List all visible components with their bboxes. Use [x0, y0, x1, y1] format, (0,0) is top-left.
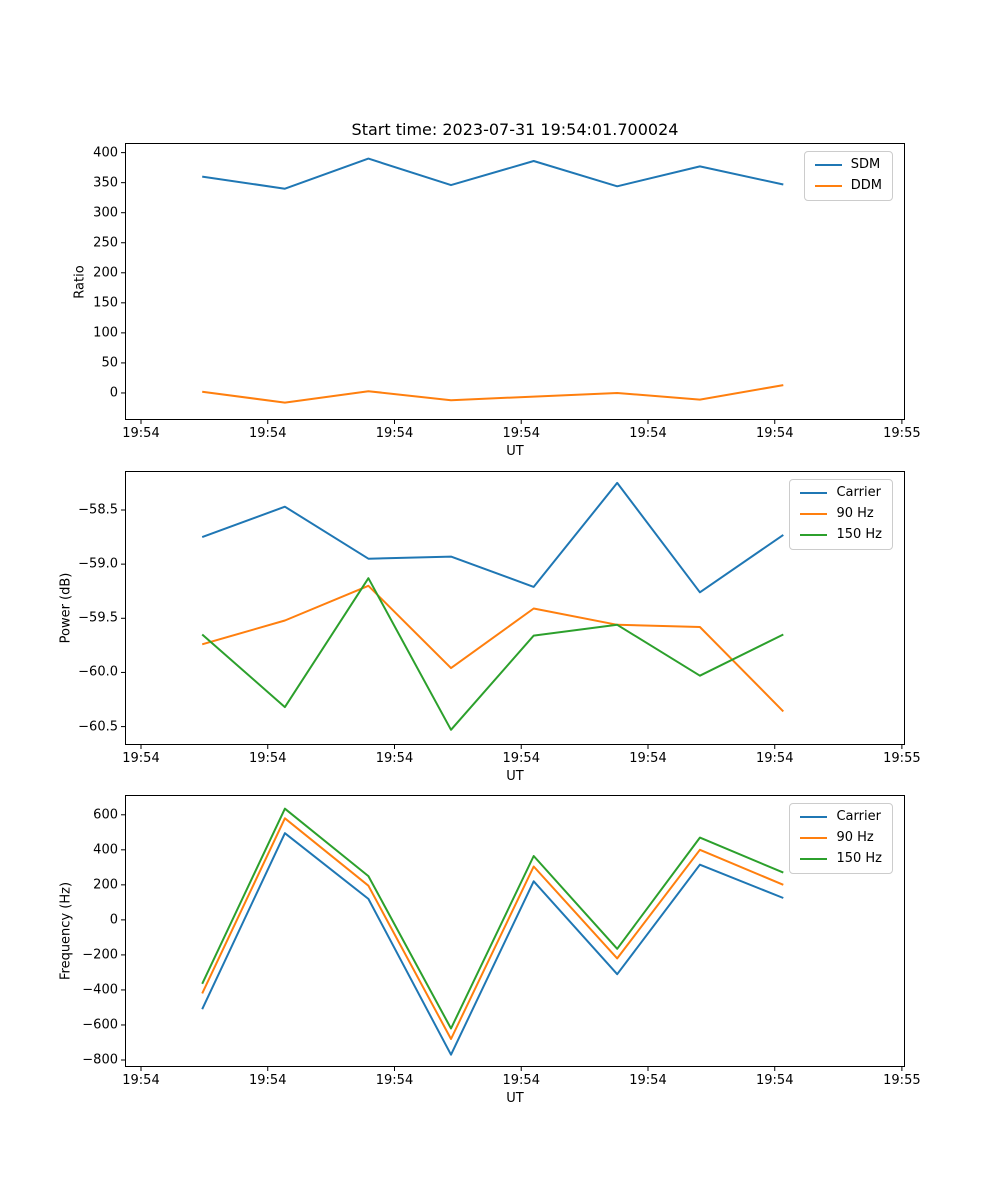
plot-area-power-db — [125, 471, 905, 745]
x-tick-label: 19:55 — [883, 426, 921, 441]
legend-item-90-hz — [800, 507, 882, 522]
y-axis-label: Power (dB) — [58, 572, 74, 644]
plot-area-frequency-hz — [125, 795, 905, 1067]
legend-line-sample-150-hz — [800, 534, 827, 536]
x-tick-label: 19:54 — [756, 751, 794, 766]
legend-line-sample-90-hz — [800, 837, 827, 839]
x-tick-label: 19:54 — [249, 751, 287, 766]
x-tick-label: 19:54 — [122, 426, 160, 441]
y-tick-label: −60.5 — [78, 719, 118, 735]
series-line-sdm — [202, 159, 783, 189]
y-tick-label: 200 — [93, 877, 118, 893]
x-tick-label: 19:54 — [249, 426, 287, 441]
legend-label-carrier: Carrier — [836, 809, 881, 824]
x-tick-label: 19:54 — [375, 751, 414, 766]
series-line-carrier — [202, 483, 783, 592]
axes-frame — [126, 144, 905, 420]
legend-item-carrier — [800, 486, 882, 501]
x-tick-label: 19:55 — [883, 751, 921, 766]
figure-title: Start time: 2023-07-31 19:54:01.700024 — [351, 120, 679, 139]
x-tick-label: 19:54 — [375, 1073, 414, 1088]
legend-item-150-hz — [800, 852, 882, 867]
x-tick-label: 19:54 — [756, 426, 794, 441]
axes-frame — [126, 472, 905, 745]
x-tick-label: 19:54 — [249, 1073, 287, 1088]
y-tick-label: 400 — [93, 145, 118, 161]
legend-item-150-hz — [800, 528, 882, 543]
x-tick-label: 19:54 — [122, 751, 160, 766]
x-tick-label: 19:54 — [122, 1073, 160, 1088]
legend-line-sample-90-hz — [800, 513, 827, 515]
series-line-90-hz — [202, 818, 783, 1039]
legend-label-90-hz: 90 Hz — [836, 829, 874, 845]
y-axis-label: Ratio — [72, 264, 88, 299]
legend — [789, 803, 893, 874]
y-tick-label: −800 — [82, 1052, 118, 1068]
axes-frame — [126, 796, 905, 1067]
legend-label-90-hz: 90 Hz — [836, 505, 874, 521]
legend-item-sdm — [815, 158, 882, 173]
x-tick-label: 19:55 — [883, 1073, 921, 1088]
subplot-frequency-hz — [58, 795, 921, 1106]
legend — [789, 479, 893, 550]
legend-item-carrier — [800, 810, 882, 825]
legend-label-150-hz: 150 Hz — [836, 850, 882, 866]
series-line-90-hz — [202, 586, 783, 712]
x-axis-label: UT — [506, 444, 524, 459]
legend-line-sample-150-hz — [800, 858, 827, 860]
legend-line-sample-carrier — [800, 816, 827, 818]
x-tick-label: 19:54 — [502, 426, 540, 441]
y-tick-label: 50 — [101, 355, 118, 371]
legend-item-ddm — [815, 179, 882, 194]
y-tick-label: 350 — [93, 175, 118, 191]
subplot-power-db — [58, 471, 921, 784]
series-line-150-hz — [202, 578, 783, 730]
subplot-ratio — [72, 143, 921, 459]
legend-label-150-hz: 150 Hz — [836, 526, 882, 542]
y-tick-label: −600 — [82, 1017, 118, 1033]
y-axis-label: Frequency (Hz) — [58, 881, 74, 981]
legend-item-90-hz — [800, 831, 882, 846]
y-tick-label: −60.0 — [78, 664, 118, 680]
x-tick-label: 19:54 — [502, 1073, 540, 1088]
y-tick-label: 0 — [109, 912, 118, 928]
legend-line-sample-sdm — [815, 164, 842, 166]
x-tick-label: 19:54 — [629, 426, 667, 441]
legend-line-sample-ddm — [815, 185, 842, 187]
y-tick-label: −400 — [82, 982, 118, 998]
legend-label-carrier: Carrier — [836, 485, 881, 500]
y-tick-label: 600 — [93, 807, 118, 823]
legend-label-sdm: SDM — [850, 157, 881, 172]
y-tick-label: −200 — [82, 947, 118, 963]
x-axis-label: UT — [506, 769, 524, 784]
y-tick-label: 150 — [93, 295, 118, 311]
legend — [804, 151, 893, 201]
y-tick-label: 250 — [93, 235, 118, 251]
y-tick-label: 400 — [93, 842, 118, 858]
y-tick-label: −58.5 — [78, 502, 118, 518]
plot-area-ratio — [125, 143, 905, 420]
x-tick-label: 19:54 — [629, 1073, 667, 1088]
series-line-carrier — [202, 833, 783, 1054]
y-tick-label: 200 — [93, 265, 118, 281]
y-tick-label: −59.5 — [78, 610, 118, 626]
y-tick-label: −59.0 — [78, 556, 118, 572]
x-axis-label: UT — [506, 1091, 524, 1106]
x-tick-label: 19:54 — [502, 751, 540, 766]
x-tick-label: 19:54 — [629, 751, 667, 766]
x-tick-label: 19:54 — [756, 1073, 794, 1088]
y-tick-label: 100 — [93, 325, 118, 341]
legend-label-ddm: DDM — [850, 177, 882, 193]
y-tick-label: 0 — [109, 385, 118, 401]
series-line-150-hz — [202, 809, 783, 1029]
legend-line-sample-carrier — [800, 492, 827, 494]
y-tick-label: 300 — [93, 205, 118, 221]
x-tick-label: 19:54 — [375, 426, 414, 441]
series-line-ddm — [202, 385, 783, 403]
